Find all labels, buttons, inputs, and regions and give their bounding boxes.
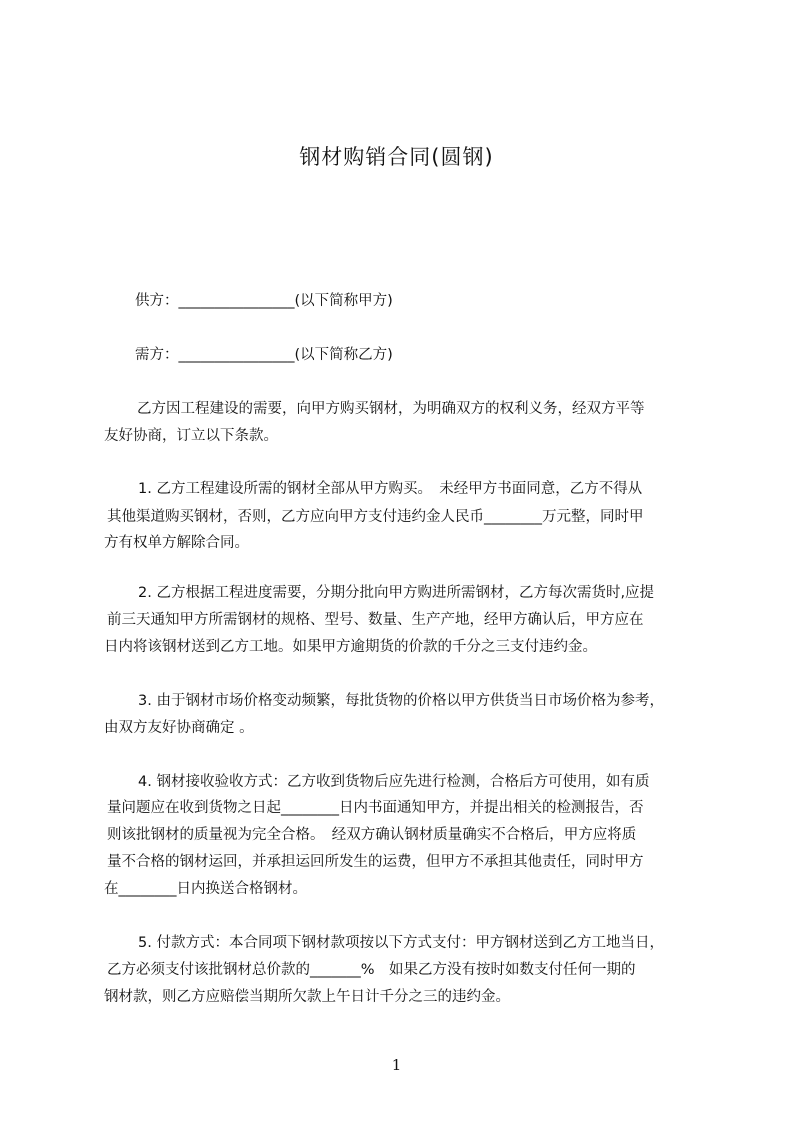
preamble-line-1: 乙方因工程建设的需要，向甲方购买钢材，为明确双方的权利义务，经双方平等 xyxy=(137,401,645,417)
clause-4-line-2: 量问题应在收到货物之日起________日内书面通知甲方，并提出相关的检测报告，否 xyxy=(107,800,644,816)
clause-2-line-1: 2. 乙方根据工程进度需要，分期分批向甲方购进所需钢材，乙方每次需货时,应提 xyxy=(138,585,655,601)
clause-2-line-2: 前三天通知甲方所需钢材的规格、型号、数量、生产产地，经甲方确认后，甲方应在 xyxy=(107,612,644,628)
clause-1-line-3: 方有权单方解除合同。 xyxy=(104,535,249,551)
preamble-line-2: 友好协商，订立以下条款。 xyxy=(104,428,278,444)
clause-4-line-4: 量不合格的钢材运回，并承担运回所发生的运费，但甲方不承担其他责任，同时甲方 xyxy=(107,854,644,870)
clause-5-line-2: 乙方必须支付该批钢材总价款的_______% 如果乙方没有按时如数支付任何一期的 xyxy=(107,962,636,978)
page-number: 1 xyxy=(391,1056,402,1074)
supplier-line: 供方：________________(以下简称甲方) xyxy=(135,293,393,309)
clause-4-line-3: 则该批钢材的质量视为完全合格。 经双方确认钢材质量确实不合格后，甲方应将质 xyxy=(107,827,637,843)
clause-3-line-2: 由双方友好协商确定 。 xyxy=(104,720,254,736)
clause-4-line-1: 4. 钢材接收验收方式：乙方收到货物后应先进行检测，合格后方可使用，如有质 xyxy=(138,774,650,790)
clause-5-line-3: 钢材款，则乙方应赔偿当期所欠款上午日计千分之三的违约金。 xyxy=(104,989,510,1005)
clause-1-line-1: 1. 乙方工程建设所需的钢材全部从甲方购买。 未经甲方书面同意，乙方不得从 xyxy=(138,481,643,497)
clause-2-line-3: 日内将该钢材送到乙方工地。如果甲方逾期货的价款的千分之三支付违约金。 xyxy=(104,639,597,655)
clause-5-line-1: 5. 付款方式：本合同项下钢材款项按以下方式支付：甲方钢材送到乙方工地当日， xyxy=(138,935,664,951)
clause-4-line-5: 在________日内换送合格钢材。 xyxy=(104,881,307,897)
clause-1-line-2: 其他渠道购买钢材，否则，乙方应向甲方支付违约金人民币________万元整，同时甲 xyxy=(107,509,644,525)
clause-3-line-1: 3. 由于钢材市场价格变动频繁，每批货物的价格以甲方供货当日市场价格为参考， xyxy=(138,693,664,709)
document-title: 钢材购销合同(圆钢) xyxy=(299,145,494,169)
buyer-line: 需方：________________(以下简称乙方) xyxy=(135,347,393,363)
